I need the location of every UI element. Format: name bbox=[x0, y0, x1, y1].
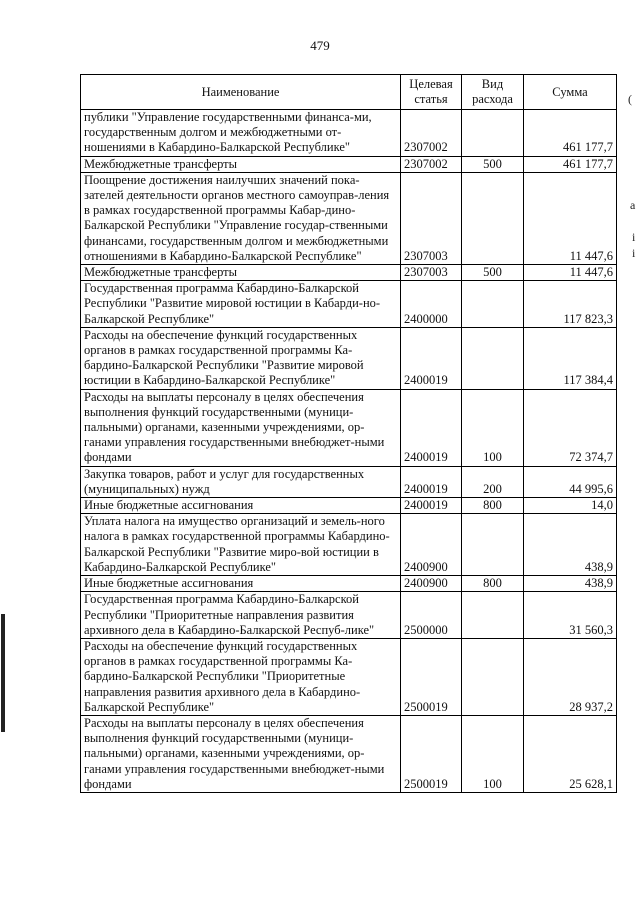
row-name-cell: Расходы на обеспечение функций государственных органов в рамках государственной программы Ка-бардино-Балкарской Республики "Приоритетные направления развития архивного дела в Кабардино-Балкарской Республике" bbox=[81, 638, 401, 715]
row-article-cell: 2500019 bbox=[401, 715, 462, 792]
row-name-cell: Расходы на обеспечение функций государственных органов в рамках государственной программы Ка-бардино-Балкарской Республики "Развитие мировой юстиции в Кабардино-Балкарской Республике" bbox=[81, 327, 401, 389]
row-name-cell: Уплата налога на имущество организаций и земель-ного налога в рамках государственной программы Кабардино-Балкарской Республики "Развитие миро-вой юстиции в Кабардино-Балкарской Республике" bbox=[81, 514, 401, 576]
row-kind-cell bbox=[462, 172, 524, 264]
row-name-cell: Иные бюджетные ассигнования bbox=[81, 576, 401, 592]
row-article-cell: 2307003 bbox=[401, 172, 462, 264]
row-name-cell: Межбюджетные трансферты bbox=[81, 156, 401, 172]
row-kind-cell: 100 bbox=[462, 389, 524, 466]
row-sum-cell: 117 384,4 bbox=[524, 327, 617, 389]
row-sum-cell: 461 177,7 bbox=[524, 110, 617, 157]
table-header-row bbox=[81, 75, 617, 110]
row-article-cell: 2500000 bbox=[401, 592, 462, 639]
row-sum-cell: 44 995,6 bbox=[524, 466, 617, 497]
row-kind-cell: 200 bbox=[462, 466, 524, 497]
row-article-cell: 2400000 bbox=[401, 281, 462, 328]
row-sum-cell: 117 823,3 bbox=[524, 281, 617, 328]
row-sum-cell: 14,0 bbox=[524, 498, 617, 514]
row-article-cell: 2307002 bbox=[401, 110, 462, 157]
row-kind-cell bbox=[462, 110, 524, 157]
margin-glyph: і bbox=[632, 230, 636, 244]
row-name-cell: Иные бюджетные ассигнования bbox=[81, 498, 401, 514]
row-name-cell: публики "Управление государственными финанса-ми, государственным долгом и межбюджетными от-ношениями в Кабардино-Балкарской Республике" bbox=[81, 110, 401, 157]
row-kind-cell bbox=[462, 514, 524, 576]
header-kind: Вид расхода bbox=[462, 75, 524, 110]
table-row bbox=[81, 327, 617, 389]
row-kind-cell bbox=[462, 281, 524, 328]
row-name-cell: Государственная программа Кабардино-Балкарской Республики "Приоритетные направления развития архивного дела в Кабардино-Балкарской Респуб-лике" bbox=[81, 592, 401, 639]
row-sum-cell: 438,9 bbox=[524, 514, 617, 576]
row-name-cell: Государственная программа Кабардино-Балкарской Республики "Развитие мировой юстиции в Кабарди-но-Балкарской Республике" bbox=[81, 281, 401, 328]
row-article-cell: 2400019 bbox=[401, 389, 462, 466]
header-article: Целевая статья bbox=[401, 75, 462, 110]
row-article-cell: 2400900 bbox=[401, 576, 462, 592]
row-article-cell: 2500019 bbox=[401, 638, 462, 715]
table-body bbox=[81, 110, 617, 793]
row-kind-cell bbox=[462, 592, 524, 639]
table-row bbox=[81, 110, 617, 157]
row-article-cell: 2400019 bbox=[401, 327, 462, 389]
margin-glyph: ( bbox=[628, 92, 632, 106]
row-article-cell: 2307002 bbox=[401, 156, 462, 172]
row-sum-cell: 72 374,7 bbox=[524, 389, 617, 466]
header-sum: Сумма bbox=[524, 75, 617, 110]
row-kind-cell: 500 bbox=[462, 156, 524, 172]
row-article-cell: 2400019 bbox=[401, 498, 462, 514]
row-name-cell: Поощрение достижения наилучших значений пока-зателей деятельности органов местного самоуправ-ления в рамках государственной программы Кабар-дино-Балкарской Республики "Управление государ-ственными финансами, государственным долгом и межбюджетными отношениями в Кабардино-Балкарской Республике" bbox=[81, 172, 401, 264]
row-kind-cell bbox=[462, 327, 524, 389]
margin-glyph: і bbox=[632, 246, 636, 260]
table-row bbox=[81, 715, 617, 792]
row-article-cell: 2400019 bbox=[401, 466, 462, 497]
row-article-cell: 2400900 bbox=[401, 514, 462, 576]
row-kind-cell: 100 bbox=[462, 715, 524, 792]
table-row bbox=[81, 638, 617, 715]
table-row bbox=[81, 281, 617, 328]
page-number: 479 bbox=[310, 38, 330, 53]
budget-table bbox=[80, 74, 617, 793]
row-sum-cell: 31 560,3 bbox=[524, 592, 617, 639]
table-row bbox=[81, 172, 617, 264]
row-name-cell: Расходы на выплаты персоналу в целях обеспечения выполнения функций государственными (муници-пальными) органами, казенными учреждениями, ор-ганами управления государственными внебюджет-ными фондами bbox=[81, 715, 401, 792]
row-name-cell: Расходы на выплаты персоналу в целях обеспечения выполнения функций государственными (муници-пальными) органами, казенными учреждениями, ор-ганами управления государственными внебюджет-ными фондами bbox=[81, 389, 401, 466]
row-sum-cell: 11 447,6 bbox=[524, 172, 617, 264]
row-kind-cell: 500 bbox=[462, 265, 524, 281]
row-name-cell: Межбюджетные трансферты bbox=[81, 265, 401, 281]
table-row bbox=[81, 498, 617, 514]
row-sum-cell: 25 628,1 bbox=[524, 715, 617, 792]
margin-glyph: а bbox=[630, 198, 636, 212]
table-row bbox=[81, 389, 617, 466]
row-kind-cell bbox=[462, 638, 524, 715]
row-kind-cell: 800 bbox=[462, 498, 524, 514]
row-sum-cell: 438,9 bbox=[524, 576, 617, 592]
table-row bbox=[81, 576, 617, 592]
table-row bbox=[81, 466, 617, 497]
table-row bbox=[81, 514, 617, 576]
row-sum-cell: 28 937,2 bbox=[524, 638, 617, 715]
row-kind-cell: 800 bbox=[462, 576, 524, 592]
row-article-cell: 2307003 bbox=[401, 265, 462, 281]
row-sum-cell: 11 447,6 bbox=[524, 265, 617, 281]
row-sum-cell: 461 177,7 bbox=[524, 156, 617, 172]
header-name: Наименование bbox=[81, 75, 401, 110]
table-row bbox=[81, 156, 617, 172]
row-name-cell: Закупка товаров, работ и услуг для государственных (муниципальных) нужд bbox=[81, 466, 401, 497]
table-row bbox=[81, 592, 617, 639]
binding-mark bbox=[1, 614, 5, 732]
table-row bbox=[81, 265, 617, 281]
